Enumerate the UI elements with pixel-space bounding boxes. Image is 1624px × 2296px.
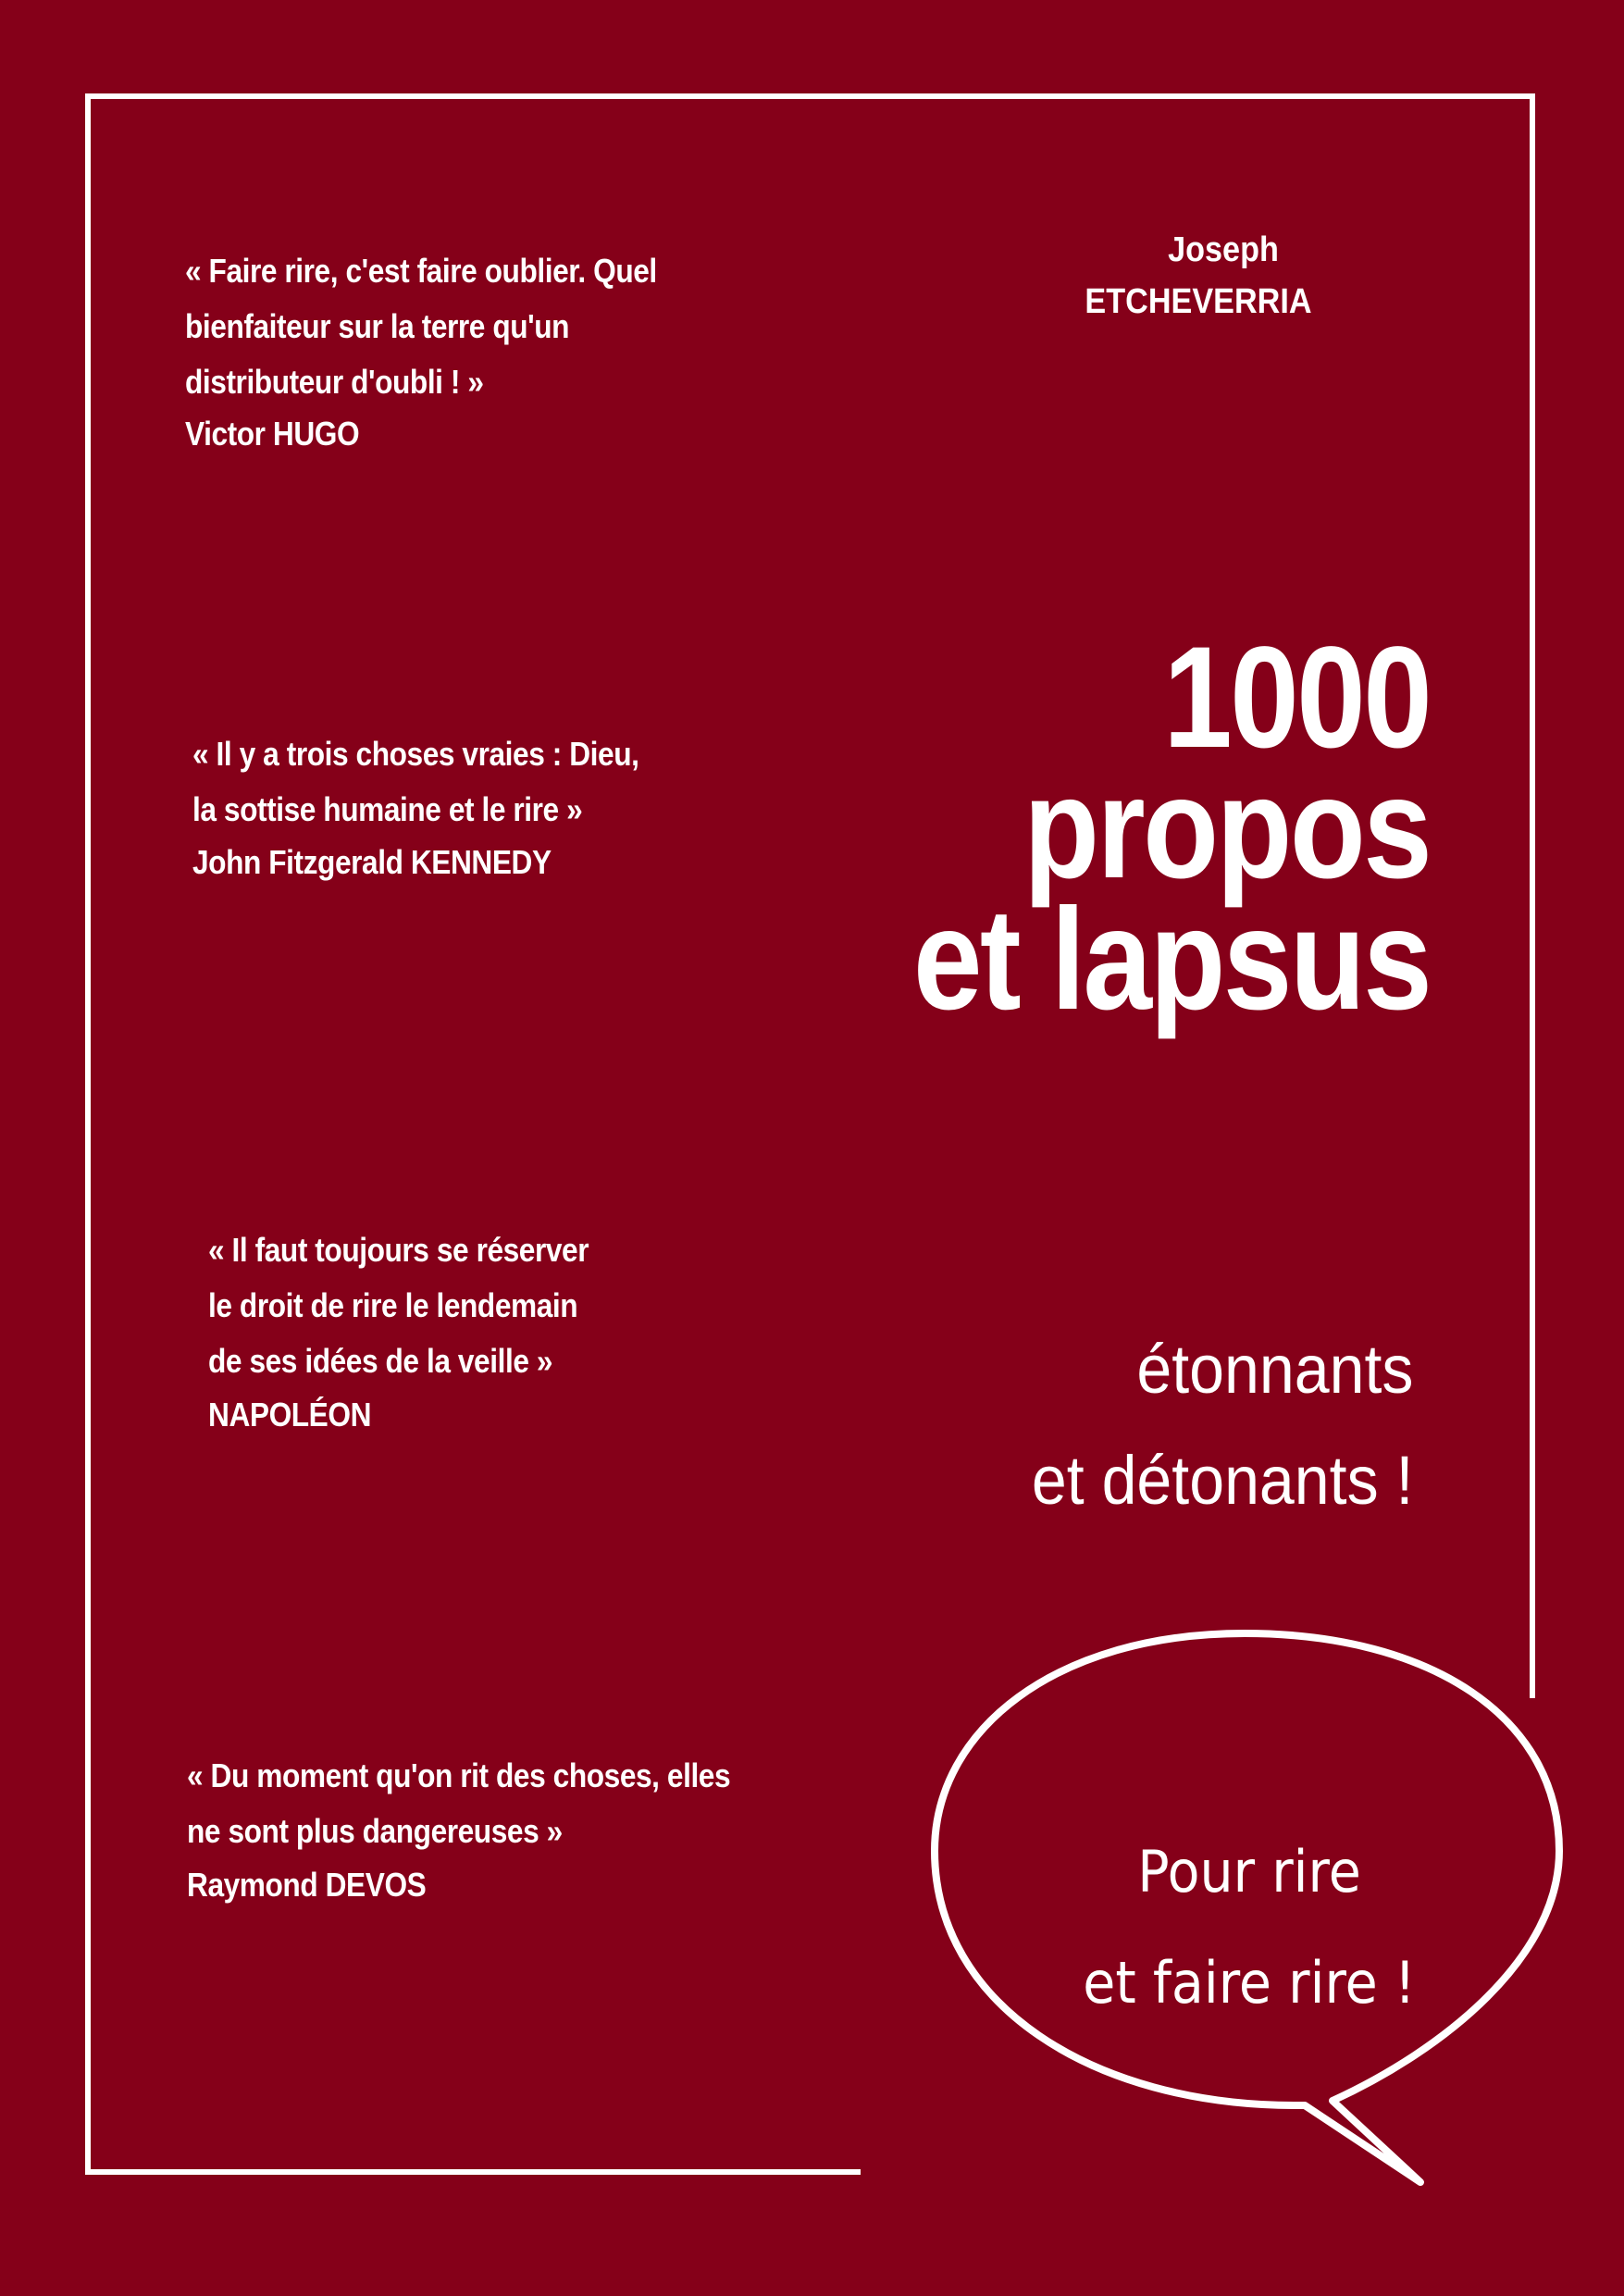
quote-line: « Il y a trois choses vraies : Dieu, bbox=[192, 735, 639, 773]
quote-attribution: John Fitzgerald KENNEDY bbox=[192, 843, 552, 881]
quote-attribution: Raymond DEVOS bbox=[187, 1866, 427, 1904]
quote-line: « Faire rire, c'est faire oublier. Quel bbox=[185, 252, 657, 290]
bubble-line-1: Pour rire bbox=[1137, 1838, 1361, 1905]
title-line-2: propos bbox=[1023, 747, 1430, 909]
quote-line: distributeur d'oubli ! » bbox=[185, 363, 484, 401]
book-subtitle bbox=[1031, 1314, 1413, 1536]
title-line-3: et lapsus bbox=[912, 879, 1430, 1041]
quote-attribution: Victor HUGO bbox=[185, 415, 360, 453]
quote-devos bbox=[187, 1748, 730, 1911]
quote-line: ne sont plus dangereuses » bbox=[187, 1812, 563, 1850]
author-last-name: ETCHEVERRIA bbox=[1085, 282, 1312, 321]
author-name bbox=[1057, 224, 1340, 328]
bubble-line-2: et faire rire ! bbox=[1083, 1949, 1416, 2017]
quote-line: « Du moment qu'on rit des choses, elles bbox=[187, 1756, 731, 1794]
title-line-1: 1000 bbox=[1162, 617, 1430, 778]
quote-attribution: NAPOLÉON bbox=[208, 1396, 372, 1433]
quote-line: la sottise humaine et le rire » bbox=[192, 790, 583, 828]
subtitle-line-1: étonnants bbox=[1135, 1331, 1413, 1408]
quote-kennedy bbox=[192, 726, 638, 887]
quote-hugo bbox=[185, 243, 657, 458]
author-first-name: Joseph bbox=[1168, 230, 1279, 269]
bubble-text bbox=[994, 1817, 1505, 2039]
book-title bbox=[912, 617, 1430, 1041]
quote-line: « Il faut toujours se réserver bbox=[208, 1231, 589, 1269]
quote-line: bienfaiteur sur la terre qu'un bbox=[185, 307, 570, 345]
quote-line: le droit de rire le lendemain bbox=[208, 1286, 578, 1324]
quote-napoleon bbox=[208, 1222, 589, 1441]
quote-line: de ses idées de la veille » bbox=[208, 1342, 553, 1380]
subtitle-line-2: et détonants ! bbox=[1031, 1442, 1413, 1519]
